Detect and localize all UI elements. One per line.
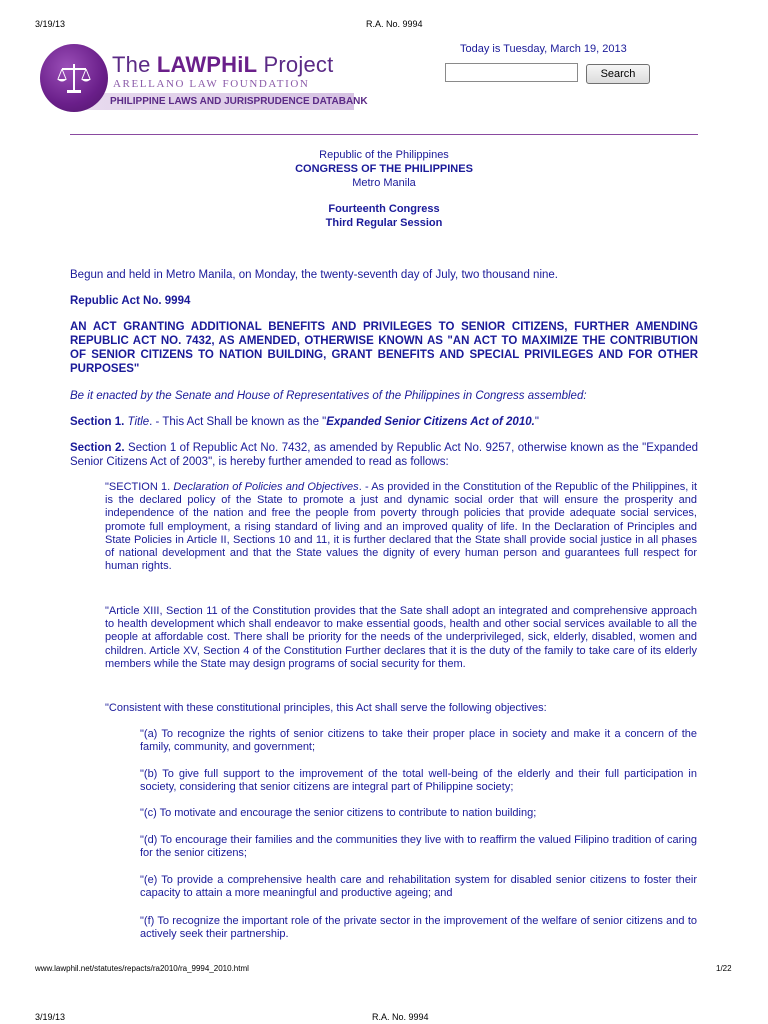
- logo-banner: PHILIPPINE LAWS AND JURISPRUDENCE DATABANK: [68, 93, 354, 110]
- site-subtitle: ARELLANO LAW FOUNDATION: [113, 78, 310, 90]
- site-title-brand: LAWPHiL: [156, 52, 258, 77]
- search-button[interactable]: Search: [586, 64, 650, 84]
- section-2-label: Section 2.: [70, 442, 125, 454]
- quote-1-prefix: "SECTION 1.: [105, 481, 174, 493]
- section-1-close: ": [534, 416, 539, 428]
- site-title[interactable]: [112, 52, 333, 78]
- begun-paragraph: Begun and held in Metro Manila, on Monday, the twenty-seventh day of July, two thousand nine.: [70, 269, 558, 281]
- congress-number: Fourteenth Congress: [328, 203, 440, 215]
- act-title: AN ACT GRANTING ADDITIONAL BENEFITS AND PRIVILEGES TO SENIOR CITIZENS, FURTHER AMENDING REPUBLIC ACT NO. 7432, AS AMENDED, OTHERWISE KNOWN AS "AN ACT TO MAXIMIZE THE CONTRIBUTION OF SENIOR CITIZENS TO NATION BUILDING, GRANT BENEFITS AND SPECIAL PRIVILEGES AND FOR OTHER PURPOSES": [70, 321, 698, 375]
- search-input[interactable]: [445, 63, 578, 82]
- enacting-clause: Be it enacted by the Senate and House of Representatives of the Philippines in Congress assembled:: [70, 390, 587, 402]
- next-page-date: 3/19/13: [35, 1012, 66, 1022]
- republic-line: Republic of the Philippines: [319, 149, 449, 161]
- scales-of-justice-icon: [52, 56, 96, 100]
- section-1-label: Section 1.: [70, 416, 125, 428]
- section-1: [70, 415, 698, 429]
- section-1-text: . - This Act Shall be known as the ": [149, 416, 327, 428]
- objective-d: "(d) To encourage their families and the communities they live with to reaffirm the valued Filipino tradition of caring for the senior citizens;: [140, 834, 697, 860]
- objective-e: "(e) To provide a comprehensive health care and rehabilitation system for disabled senior citizens to foster their capacity to attain a more meaningful and productive ageing; and: [140, 874, 697, 900]
- print-date: 3/19/13: [35, 19, 66, 29]
- header-divider: [70, 134, 698, 135]
- site-title-prefix: The: [112, 52, 157, 77]
- objective-f: "(f) To recognize the important role of the private sector in the improvement of the welfare of senior citizens and to actively seek their partnership.: [140, 915, 697, 941]
- next-page-title: R.A. No. 9994: [372, 1012, 429, 1022]
- quote-section-1: [105, 481, 697, 573]
- section-2: [70, 441, 698, 469]
- congress-line: CONGRESS OF THE PHILIPPINES: [295, 163, 473, 175]
- print-title: R.A. No. 9994: [366, 19, 423, 29]
- city-line: Metro Manila: [352, 177, 416, 189]
- today-date: Today is Tuesday, March 19, 2013: [460, 43, 627, 55]
- objective-b: "(b) To give full support to the improvement of the total well-being of the elderly and their full participation in society, considering that senior citizens are integral part of Philippine society;: [140, 768, 697, 794]
- logo[interactable]: [40, 44, 108, 112]
- objective-c: "(c) To motivate and encourage the senior citizens to contribute to nation building;: [140, 807, 537, 819]
- quote-1-title: Declaration of Policies and Objectives: [173, 481, 359, 493]
- quote-consistent: "Consistent with these constitutional principles, this Act shall serve the following objectives:: [105, 702, 547, 714]
- section-2-text: Section 1 of Republic Act No. 7432, as amended by Republic Act No. 9257, otherwise known as the "Expanded Senior Citizens Act of 2003", is hereby further amended to read as follows:: [70, 442, 698, 468]
- act-number: Republic Act No. 9994: [70, 295, 191, 307]
- quote-article-xiii: "Article XIII, Section 11 of the Constitution provides that the Sate shall adopt an integrated and comprehensive approach to health development which shall endeavor to make essential goods, health and other social services available to all the people at affordable cost. There shall be priority for the needs of the underprivileged, sick, elderly, disabled, women and children. Article XV, Section 4 of the Constitution Further declares that it is the duty of the family to take care of its elderly members while the State may design programs of social security for them.: [105, 605, 697, 670]
- session-line: Third Regular Session: [325, 217, 443, 229]
- section-1-act-name: Expanded Senior Citizens Act of 2010.: [326, 416, 535, 428]
- section-1-title: Title: [127, 416, 150, 428]
- objective-a: "(a) To recognize the rights of senior citizens to take their proper place in society and make it a concern of the family, community, and government;: [140, 728, 697, 754]
- footer-url: www.lawphil.net/statutes/repacts/ra2010/ra_9994_2010.html: [35, 964, 249, 973]
- quote-1-text: . - As provided in the Constitution of the Republic of the Philippines, it is the declared policy of the State to promote a just and dynamic social order that will ensure the prosperity and independence of the nation and free the people from poverty through policies that provide adequate social services, promote full employment, a rising standard of living and an improved quality of life. In the Declaration of Principles and State Policies in Article II, Sections 10 and 11, it is further declared that the State shall provide social justice in all phases of national development and that the State values the dignity of every human person and guarantees full respect for human rights.: [105, 481, 698, 573]
- site-title-suffix: Project: [257, 52, 334, 77]
- footer-page-number: 1/22: [716, 964, 732, 973]
